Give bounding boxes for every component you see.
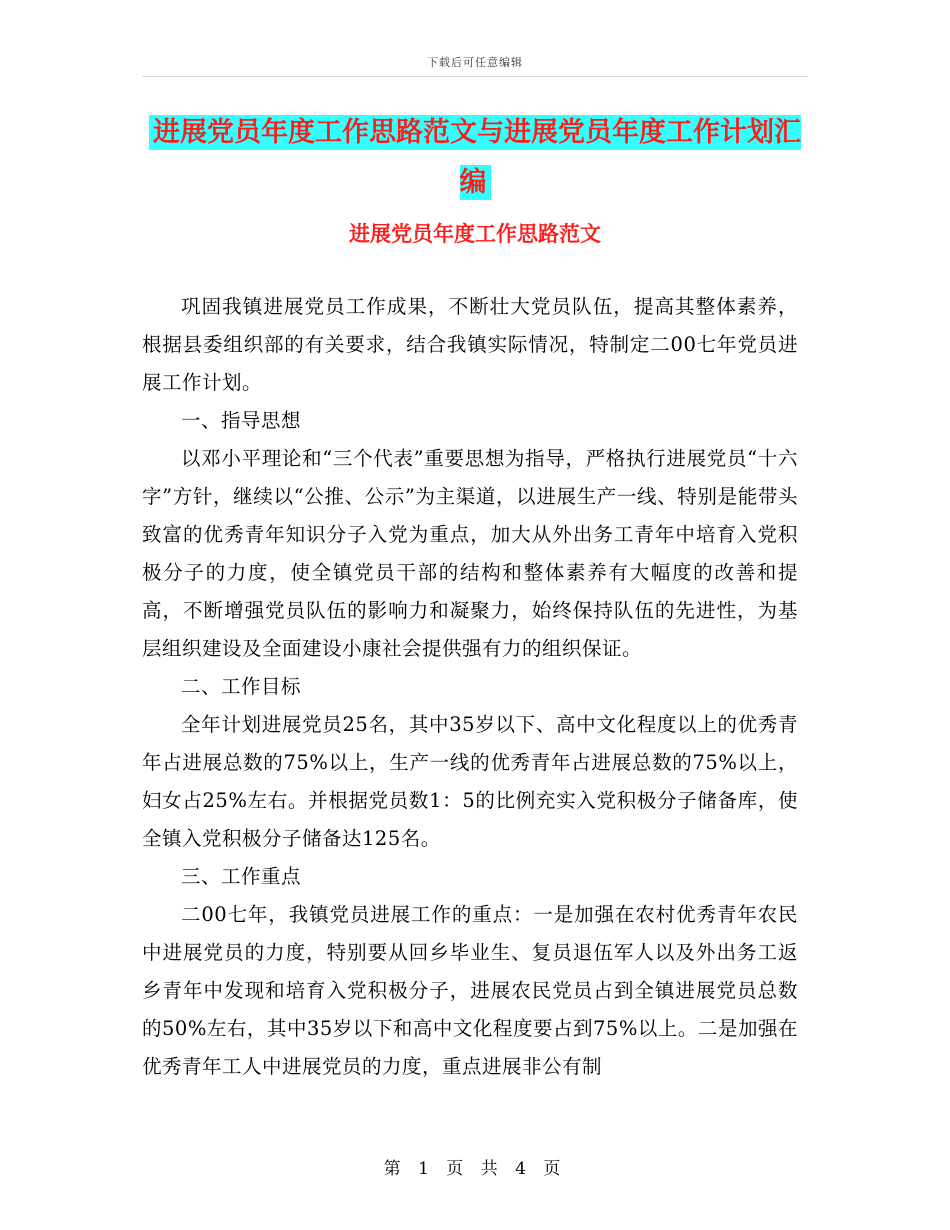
header-note: 下载后可任意编辑 [427,56,523,69]
header-divider [142,76,808,77]
heading-guiding-thought: 一、指导思想 [181,409,302,432]
page-number: 第 1 页 共 4 页 [383,1159,567,1179]
section-title: 进展党员年度工作思路范文 [349,221,601,246]
paragraph-guiding-thought: 以邓小平理论和“三个代表”重要思想为指导，严格执行进展党员“十六字”方针，继续以“公推、公示”为主渠道，以进展生产一线、特别是能带头致富的优秀青年知识分子入党为重点，加大从外出务工青年中培育入党积极分子的力度，使全镇党员干部的结构和整体素养有大幅度的改善和提高，不断增强党员队伍的影响力和凝聚力，始终保持队伍的先进性，为基层组织建设及全面建设小康社会提供强有力的组织保证。 [142,447,798,660]
paragraph-intro: 巩固我镇进展党员工作成果，不断壮大党员队伍，提高其整体素养，根据县委组织部的有关要求，结合我镇实际情况，特制定二00七年党员进展工作计划。 [142,295,798,394]
document-title-highlight: 进展党员年度工作思路范文与进展党员年度工作计划汇编 [149,115,801,200]
paragraph-work-focus: 二00七年，我镇党员进展工作的重点：一是加强在农村优秀青年农民中进展党员的力度，特别要从回乡毕业生、复员退伍军人以及外出务工返乡青年中发现和培育入党积极分子，进展农民党员占到全镇进展党员总数的50%左右，其中35岁以下和高中文化程度要占到75%以上。二是加强在优秀青年工人中进展党员的力度，重点进展非公有制 [142,903,798,1078]
heading-work-focus: 三、工作重点 [181,865,302,888]
document-title [140,108,810,208]
document-body [142,288,798,1086]
heading-work-goals: 二、工作目标 [181,675,302,698]
paragraph-work-goals: 全年计划进展党员25名，其中35岁以下、高中文化程度以上的优秀青年占进展总数的75%以上，生产一线的优秀青年占进展总数的75%以上，妇女占25%左右。并根据党员数1：5的比例充实入党积极分子储备库，使全镇入党积极分子储备达125名。 [142,713,798,850]
